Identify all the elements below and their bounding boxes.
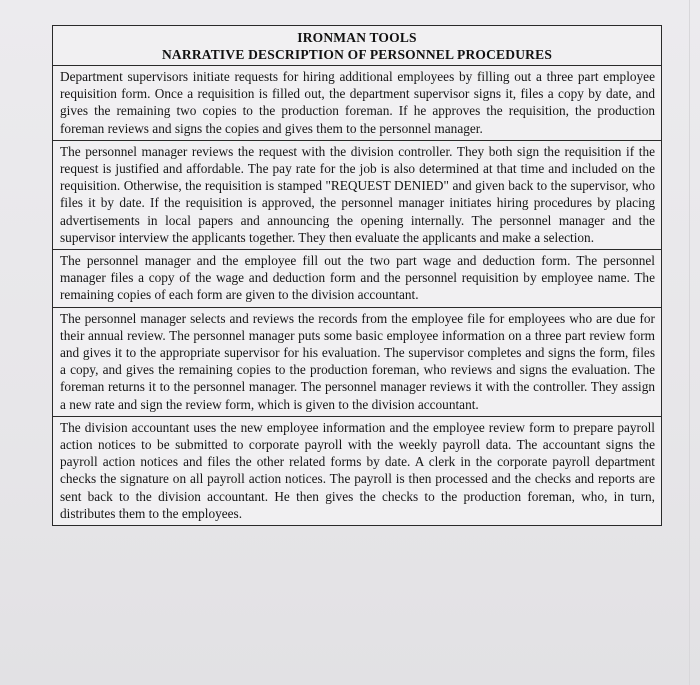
document-title: IRONMAN TOOLS <box>297 30 417 45</box>
procedures-table <box>52 25 662 526</box>
section-payroll: The division accountant uses the new employee information and the employee review form to prepare payroll action notices to be submitted to corporate payroll with the weekly payroll data. The accountant signs the payroll action notices and files the other related forms by date. A clerk in the corporate payroll department checks the signature on all payroll action notices. The payroll is then processed and the checks and reports are sent back to the division accountant. He then gives the checks to the production foreman, who, in turn, distributes them to the employees. <box>60 419 655 521</box>
page-edge-line <box>689 0 690 685</box>
document-subtitle: NARRATIVE DESCRIPTION OF PERSONNEL PROCEDURES <box>161 47 553 62</box>
section-annual-review: The personnel manager selects and reviews the records from the employee file for employees who are due for their annual review. The personnel manager puts some basic employee information on a three part review form and gives it to the appropriate supervisor for his evaluation. The supervisor completes and signs the form, files a copy, and gives the remaining copies to the production foreman, who reviews and signs the evaluation. The foreman returns it to the personnel manager. The personnel manager reviews it with the controller. They assign a new rate and sign the review form, which is given to the division accountant. <box>53 308 661 417</box>
section-requisition: Department supervisors initiate requests for hiring additional employees by filling out a three part employee requisition form. Once a requisition is filled out, the department supervisor signs it, files a copy by date, and gives the remaining two copies to the production foreman. If he approves the requisition, the production foreman reviews and signs the copies and gives them to the personnel manager. <box>53 66 661 141</box>
section-approval-hiring: The personnel manager reviews the request with the division controller. They both sign the requisition if the request is justified and affordable. The pay rate for the job is also determined at that time and included on the requisition. Otherwise, the requisition is stamped "REQUEST DENIED" and given back to the supervisor, who files it by date. If the requisition is approved, the personnel manager initiates hiring procedures by placing advertisements in local papers and announcing the opening internally. The personnel manager and the supervisor interview the applicants together. They then evaluate the applicants and make a selection. <box>53 141 661 250</box>
table-header <box>53 26 661 66</box>
section-wage-deduction: The personnel manager and the employee fill out the two part wage and deduction form. The personnel manager files a copy of the wage and deduction form and the personnel requisition by employee name. The remaining copies of each form are given to the division accountant. <box>53 250 661 308</box>
